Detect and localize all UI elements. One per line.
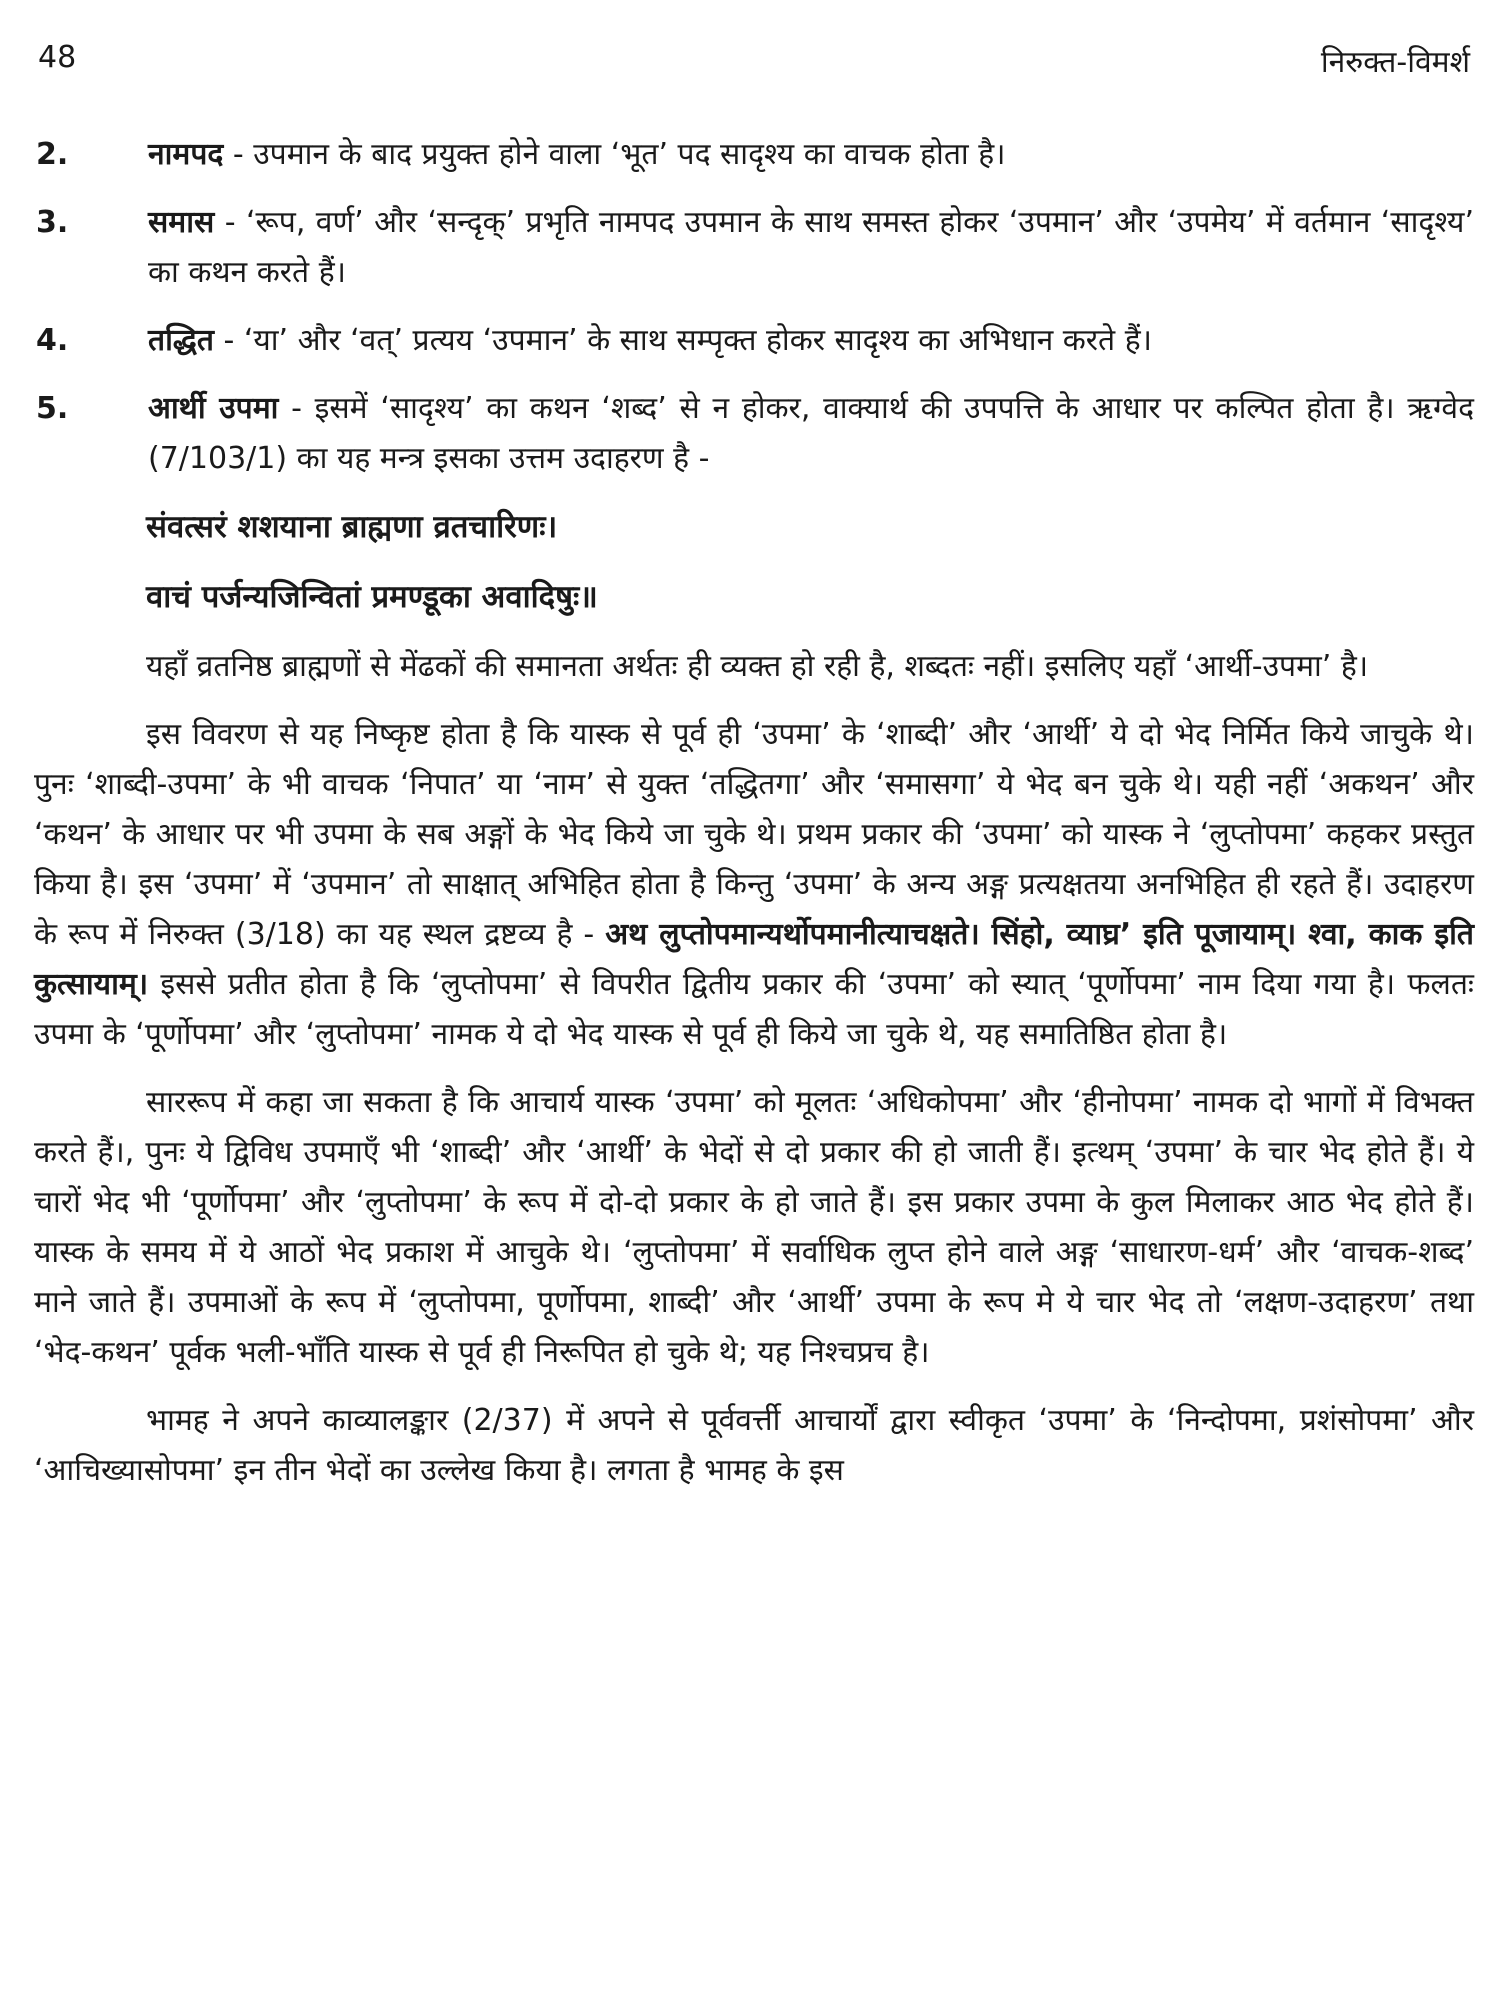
paragraph-2: [34, 710, 1474, 1060]
nirukta-quote: अथ लुप्तोपमान्यर्थोपमानीत्याचक्षते। सिंहो, व्याघ्र’ इति पूजायाम्। श्वा, काक इति कुत्सायाम्।: [34, 917, 1474, 1002]
item-number: 2.: [36, 137, 69, 172]
item-text: - ‘रूप, वर्ण’ और ‘सन्दृक्’ प्रभृति नामपद उपमान के साथ समस्त होकर ‘उपमान’ और ‘उपमेय’ में वर्तमान ‘सादृश्य’ का कथन करते हैं।: [148, 205, 1474, 290]
item-term: समास: [148, 205, 215, 240]
list-item: [34, 384, 1474, 484]
item-term: तद्धित: [148, 323, 214, 358]
paragraph-3: साररूप में कहा जा सकता है कि आचार्य यास्क ‘उपमा’ को मूलतः ‘अधिकोपमा’ और ‘हीनोपमा’ नामक दो भागों में विभक्त करते हैं।, पुनः ये द्विविध उपमाएँ भी ‘शाब्दी’ और ‘आर्थी’ के भेदों से दो प्रकार की हो जाती हैं। इत्थम् ‘उपमा’ के चार भेद होते हैं। ये चारों भेद भी ‘पूर्णोपमा’ और ‘लुप्तोपमा’ के रूप में दो-दो प्रकार के हो जाते हैं। इस प्रकार उपमा के कुल मिलाकर आठ भेद होते हैं। यास्क के समय में ये आठों भेद प्रकाश में आचुके थे। ‘लुप्तोपमा’ में सर्वाधिक लुप्त होने वाले अङ्ग ‘साधारण-धर्म’ और ‘वाचक-शब्द’ माने जाते हैं। उपमाओं के रूप में ‘लुप्तोपमा, पूर्णोपमा, शाब्दी’ और ‘आर्थी’ उपमा के रूप मे ये चार भेद तो ‘लक्षण-उदाहरण’ तथा ‘भेद-कथन’ पूर्वक भली-भाँति यास्क से पूर्व ही निरूपित हो चुके थे; यह निश्चप्रच है।: [34, 1085, 1474, 1370]
item-body: [148, 316, 1474, 366]
verse-line-2: वाचं पर्जन्यजिन्वितां प्रमण्डूका अवादिषुः॥: [146, 579, 598, 615]
paragraph-4: भामह ने अपने काव्यालङ्कार (2/37) में अपने से पूर्ववर्त्ती आचार्यों द्वारा स्वीकृत ‘उपमा’ के ‘निन्दोपमा, प्रशंसोपमा’ और ‘आचिख्यासोपमा’ इन तीन भेदों का उल्लेख किया है। लगता है भामह के इस: [34, 1403, 1474, 1488]
item-number: 4.: [36, 323, 69, 358]
item-body: [148, 198, 1474, 298]
list-item: [34, 316, 1474, 366]
paragraph-2-text-cont: इससे प्रतीत होता है कि ‘लुप्तोपमा’ से विपरीत द्वितीय प्रकार की ‘उपमा’ को स्यात् ‘पूर्णोपमा’ नाम दिया गया है। फलतः उपमा के ‘पूर्णोपमा’ और ‘लुप्तोपमा’ नामक ये दो भेद यास्क से पूर्व ही किये जा चुके थे, यह समातिष्ठित होता है।: [34, 967, 1474, 1052]
item-number: 5.: [36, 391, 69, 426]
item-text: - इसमें ‘सादृश्य’ का कथन ‘शब्द’ से न होकर, वाक्यार्थ की उपपत्ति के आधार पर कल्पित होता है। ऋग्वेद (7/103/1) का यह मन्त्र इसका उत्तम उदाहरण है -: [148, 391, 1474, 476]
item-text: - उपमान के बाद प्रयुक्त होने वाला ‘भूत’ पद सादृश्य का वाचक होता है।: [223, 137, 1006, 172]
item-body: [148, 384, 1474, 484]
item-term: आर्थी उपमा: [148, 391, 279, 426]
verse-line-1: संवत्सरं शशयाना ब्राह्मणा व्रतचारिणः।: [146, 509, 558, 545]
list-item: [34, 198, 1474, 298]
page-body: [34, 130, 1474, 1514]
item-body: [148, 130, 1474, 180]
paragraph-1: यहाँ व्रतनिष्ठ ब्राह्मणों से मेंढकों की समानता अर्थतः ही व्यक्त हो रही है, शब्दतः नहीं। इसलिए यहाँ ‘आर्थी-उपमा’ है।: [146, 649, 1369, 684]
item-term: नामपद: [148, 137, 224, 172]
list-item: [34, 130, 1474, 180]
page-number: 48: [38, 40, 77, 75]
paragraph-2-text: इस विवरण से यह निष्कृष्ट होता है कि यास्क से पूर्व ही ‘उपमा’ के ‘शाब्दी’ और ‘आर्थी’ ये दो भेद निर्मित किये जाचुके थे। पुनः ‘शाब्दी-उपमा’ के भी वाचक ‘निपात’ या ‘नाम’ से युक्त ‘तद्धितगा’ और ‘समासगा’ ये भेद बन चुके थे। यही नहीं ‘अकथन’ और ‘कथन’ के आधार पर भी उपमा के सब अङ्गों के भेद किये जा चुके थे। प्रथम प्रकार की ‘उपमा’ को यास्क ने ‘लुप्तोपमा’ कहकर प्रस्तुत किया है। इस ‘उपमा’ में ‘उपमान’ तो साक्षात् अभिहित होता है किन्तु ‘उपमा’ के अन्य अङ्ग प्रत्यक्षतया अनभिहित ही रहते हैं। उदाहरण के रूप में निरुक्त (3/18) का यह स्थल द्रष्टव्य है -: [34, 717, 1474, 952]
running-title: निरुक्त-विमर्श: [1320, 45, 1470, 80]
item-number: 3.: [36, 205, 69, 240]
item-text: - ‘या’ और ‘वत्’ प्रत्यय ‘उपमान’ के साथ सम्पृक्त होकर सादृश्य का अभिधान करते हैं।: [213, 323, 1152, 358]
